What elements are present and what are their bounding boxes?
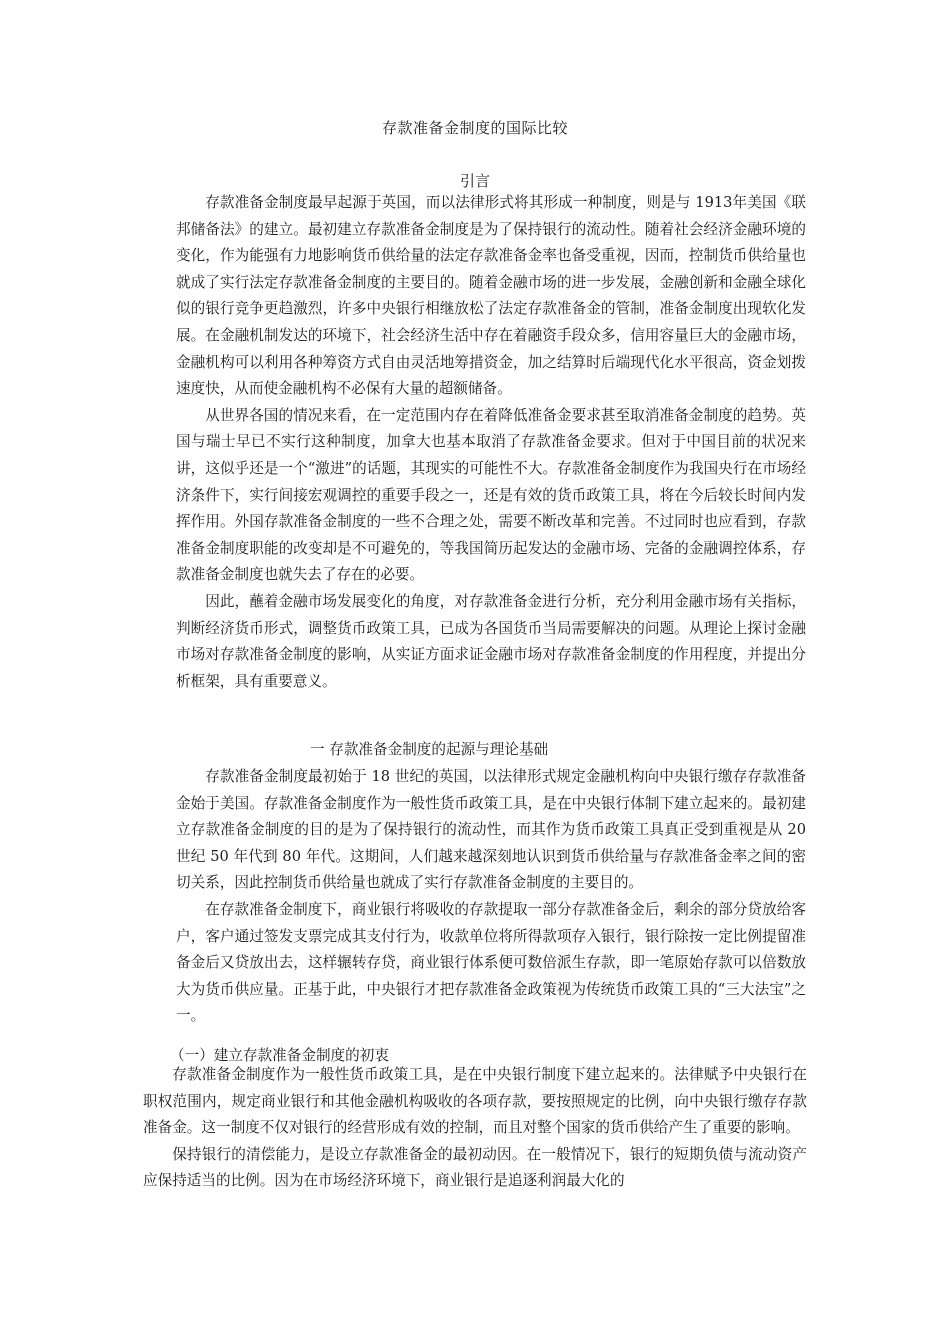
- document-title: 存款准备金制度的国际比较: [381, 119, 568, 137]
- section-1-heading: 一 存款准备金制度的起源与理论基础: [310, 741, 549, 758]
- intro-paragraph-2: 从世界各国的情况来看，在一定范围内存在着降低准备金要求甚至取消准备金制度的趋势。英国与瑞士早已不实行这种制度，加拿大也基本取消了存款准备金要求。但对于中国目前的状况来讲，这似乎还是一个“激进”的话题，其现实的可能性不大。存款准备金制度作为我国央行在市场经济条件下，实行间接宏观调控的重要手段之一，还是有效的货币政策工具，将在今后较长时间内发挥作用。外国存款准备金制度的一些不合理之处，需要不断改革和完善。不过同时也应看到，存款准备金制度职能的改变却是不可避免的，等我国简历起发达的金融市场、完备的金融调控体系，存款准备金制度也就失去了存在的必要。: [176, 406, 806, 584]
- subsection-paragraph-2: 保持银行的清偿能力，是设立存款准备金的最初动因。在一般情况下，银行的短期负债与流动资产应保持适当的比例。因为在市场经济环境下，商业银行是追逐利润最大化的: [143, 1145, 807, 1190]
- section-1-paragraph-2: 在存款准备金制度下，商业银行将吸收的存款提取一部分存款准备金后，剩余的部分贷放给客户，客户通过签发支票完成其支付行为，收款单位将所得款项存入银行，银行除按一定比例提留准备金后又贷放出去，这样辗转存贷，商业银行体系便可数倍派生存款，即一笔原始存款可以倍数放大为货币供应量。正基于此，中央银行才把存款准备金政策视为传统货币政策工具的“三大法宝”之一。: [176, 900, 806, 1025]
- intro-paragraph-3: 因此，蘸着金融市场发展变化的角度，对存款准备金进行分析，充分利用金融市场有关指标，判断经济货币形式，调整货币政策工具，已成为各国货币当局需要解决的问题。从理论上探讨金融市场对存款准备金制度的影响，从实证方面求证金融市场对存款准备金制度的作用程度，并提出分析框架，具有重要意义。: [176, 592, 806, 690]
- subsection-heading: （一）建立存款准备金制度的初衷: [170, 1047, 389, 1064]
- intro-paragraph-1: 存款准备金制度最早起源于英国，而以法律形式将其形成一种制度，则是与 1913年美国《联邦储备法》的建立。最初建立存款准备金制度是为了保持银行的流动性。随着社会经济金融环境的变化，作为能强有力地影响货币供给量的法定存款准备金率也备受重视，因而，控制货币供给量也就成了实行法定存款准备金制度的主要目的。随着金融市场的进一步发展，金融创新和金融全球化似的银行竞争更趋激烈，许多中央银行相继放松了法定存款准备金的管制，准备金制度出现软化发展。在金融机制发达的环境下，社会经济生活中存在着融资手段众多，信用容量巨大的金融市场，金融机构可以利用各种筹资方式自由灵活地筹措资金，加之结算时后端现代化水平很高，资金划拨速度快，从而使金融机构不必保有大量的超额储备。: [176, 194, 806, 398]
- section-1-body: [176, 764, 806, 1030]
- intro-heading: 引言: [459, 172, 490, 190]
- section-1-paragraph-1: 存款准备金制度最初始于 18 世纪的英国，以法律形式规定金融机构向中央银行缴存存款准备金始于美国。存款准备金制度作为一般性货币政策工具，是在中央银行体制下建立起来的。最初建立存款准备金制度的目的是为了保持银行的流动性，而其作为货币政策工具真正受到重视是从 20 世纪 50 年代到 80 年代。这期间，人们越来越深刻地认识到货币供给量与存款准备金率之间的密切关系，因此控制货币供给量也就成了实行存款准备金制度的主要目的。: [176, 768, 806, 892]
- intro-body: [176, 190, 806, 695]
- subsection-paragraph-1: 存款准备金制度作为一般性货币政策工具，是在中央银行制度下建立起来的。法律赋予中央银行在职权范围内，规定商业银行和其他金融机构吸收的各项存款，要按照规定的比例，向中央银行缴存存款准备金。这一制度不仅对银行的经营形成有效的控制，而且对整个国家的货币供给产生了重要的影响。: [143, 1066, 807, 1137]
- subsection-body: [143, 1062, 807, 1195]
